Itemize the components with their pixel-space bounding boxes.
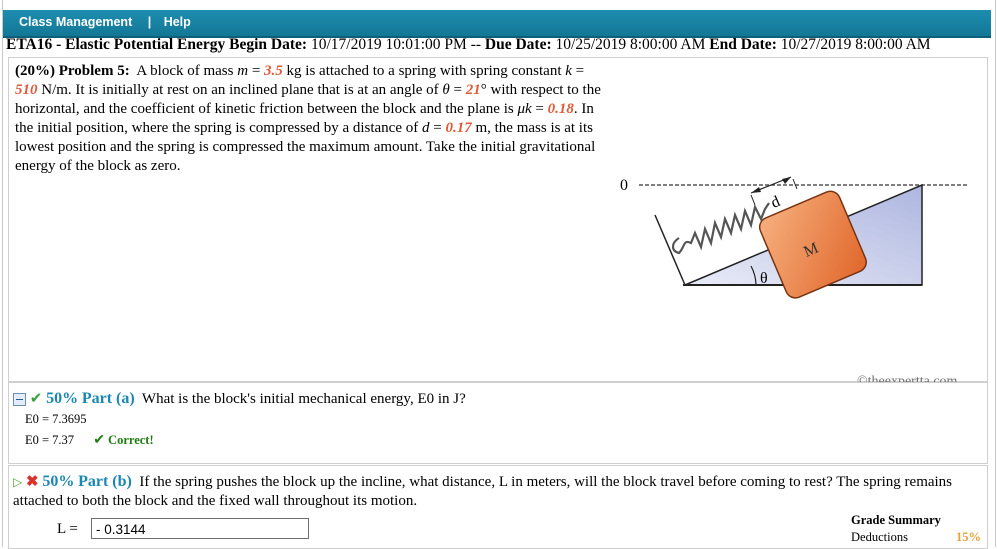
deductions-value: 15% bbox=[956, 530, 981, 544]
nav-help[interactable]: Help bbox=[163, 15, 191, 29]
var-symbol: k bbox=[565, 63, 572, 79]
d-tick bbox=[793, 179, 797, 189]
var-symbol: m bbox=[237, 63, 249, 79]
assignment-code: ETA16 - Elastic Potential Energy bbox=[6, 36, 226, 53]
top-nav-bar bbox=[3, 10, 991, 38]
due-label: Due Date: bbox=[484, 36, 552, 53]
begin-label: Begin Date: bbox=[229, 36, 308, 53]
problem-weight: (20%) bbox=[15, 63, 55, 79]
deductions-row bbox=[851, 530, 981, 545]
problem-panel bbox=[8, 57, 988, 382]
part-b-panel bbox=[8, 465, 988, 549]
end-label: End Date: bbox=[709, 36, 777, 53]
part-b-header bbox=[13, 472, 973, 511]
collapse-icon[interactable] bbox=[13, 393, 26, 406]
part-a-answer-row bbox=[25, 432, 154, 449]
problem-text: ° with respect to the horizontal, and the coefficient of kinetic friction between the block and the plane is bbox=[15, 82, 601, 117]
part-a-question: What is the block's initial mechanical energy, E0 in J? bbox=[141, 391, 466, 407]
part-a-label: Part (a) bbox=[81, 390, 135, 407]
var-mass: 3.5 bbox=[264, 63, 283, 79]
problem-text: N/m. It is initially at rest on an inclined plane that is at an angle of bbox=[41, 82, 439, 98]
problem-text: A block of mass bbox=[136, 63, 234, 79]
due-date: 10/25/2019 8:00:00 AM bbox=[555, 36, 706, 53]
var-angle: 21 bbox=[465, 82, 481, 98]
check-icon: ✔ bbox=[29, 391, 43, 407]
answer-input[interactable]: - 0.3144 bbox=[91, 518, 309, 539]
d-label: d bbox=[768, 192, 783, 212]
nav-class-management[interactable]: Class Management bbox=[19, 15, 133, 29]
part-b-label: Part (b) bbox=[78, 473, 132, 490]
nav-menu bbox=[19, 15, 191, 29]
d-tick bbox=[751, 195, 755, 205]
part-a-answer-rounded: E0 = 7.37 bbox=[25, 433, 75, 447]
deductions-label: Deductions bbox=[851, 530, 908, 544]
grade-summary bbox=[851, 513, 981, 545]
date-dash: -- bbox=[470, 36, 482, 53]
begin-date: 10/17/2019 10:01:00 PM bbox=[310, 36, 467, 53]
grade-summary-title: Grade Summary bbox=[851, 513, 941, 527]
part-a-percent: 50% bbox=[46, 390, 79, 407]
var-symbol: d bbox=[422, 120, 430, 136]
var-symbol: μk bbox=[517, 101, 532, 117]
var-friction: 0.18 bbox=[547, 101, 574, 117]
problem-text: kg is attached to a spring with spring constant bbox=[286, 63, 562, 79]
var-symbol: θ bbox=[442, 82, 450, 98]
nav-separator: | bbox=[147, 15, 152, 29]
var-distance: 0.17 bbox=[445, 120, 472, 136]
zero-level-label: 0 bbox=[620, 177, 628, 194]
d-arrow-head bbox=[751, 187, 761, 193]
expand-arrow-icon[interactable]: ▷ bbox=[13, 475, 23, 489]
spring bbox=[673, 203, 769, 253]
problem-label: Problem 5: bbox=[58, 63, 130, 79]
theta-label: θ bbox=[760, 270, 768, 287]
correct-check-icon: ✔ bbox=[93, 433, 105, 448]
part-a-status: Correct! bbox=[108, 433, 154, 447]
var-spring-constant: 510 bbox=[15, 82, 38, 98]
x-icon: ✖ bbox=[25, 474, 39, 490]
assignment-header bbox=[6, 36, 931, 54]
problem-text: . In the initial position, where the spring is compressed by a distance of bbox=[15, 101, 594, 136]
d-arrow-head bbox=[782, 177, 791, 184]
part-a-answer-exact: E0 = 7.3695 bbox=[25, 412, 87, 426]
incline-spring-diagram bbox=[619, 173, 979, 353]
part-b-percent: 50% bbox=[42, 473, 75, 490]
problem-text: m, the mass is at its lowest position and the spring is compressed the maximum amount. Take the initial gravitational energy of the block as zero. bbox=[15, 120, 596, 174]
part-b-input-label: L = bbox=[57, 521, 78, 537]
part-b-question: If the spring pushes the block up the incline, what distance, L in meters, will the block travel before coming to rest? The spring remains attached to both the block and the fixed wall throughout its motion. bbox=[13, 474, 953, 509]
part-a-panel bbox=[8, 382, 988, 464]
mass-label: M bbox=[801, 239, 821, 261]
end-date: 10/27/2019 8:00:00 AM bbox=[780, 36, 931, 53]
problem-statement: (20%) Problem 5: A block of mass m = 3.5 kg is attached to a spring with spring constant k = 510 N/m. It is initially at rest on an inclined plane that is at an angle of θ = 21° with respect to the horizontal, and the coefficient of kinetic friction between the block and the plane is μk = 0.18. In the initial position, where the spring is compressed by a distance of d = 0.17 m, the mass is at its lowest position and the spring is compressed the maximum amount. Take the initial gravitational energy of the block as zero. bbox=[15, 63, 601, 174]
part-a-header bbox=[13, 389, 466, 408]
